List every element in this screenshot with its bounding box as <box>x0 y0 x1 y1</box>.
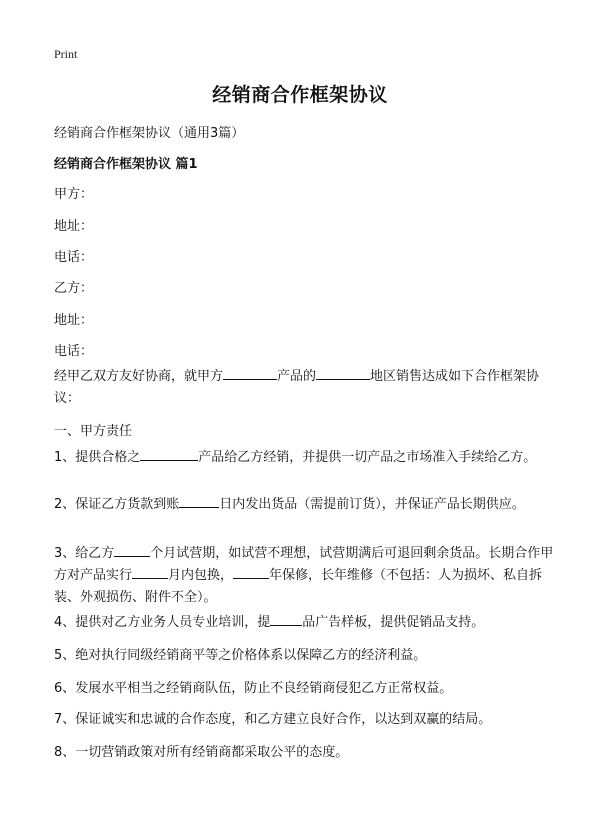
item-3-text-1: 3、给乙方 <box>54 546 115 561</box>
blank-item-3b <box>132 566 168 579</box>
item-1-text-1: 1、提供合格之 <box>54 450 141 465</box>
party-b-label: 乙方： <box>54 281 94 296</box>
document-title: 经销商合作框架协议 <box>212 84 388 106</box>
intro-text-3: 地区销售达成如下合作框架协议： <box>54 369 540 406</box>
party-a-address-label: 地址： <box>54 219 94 234</box>
item-3-text-2: 个月试营期，如试营不理想，试营期满后可退回剩余货品。长期合作甲方对产品实行 <box>54 546 554 583</box>
section-title: 经销商合作框架协议 篇1 <box>54 157 198 172</box>
list-item: 5、绝对执行同级经销商平等之价格体系以保障乙方的经济利益。 <box>54 648 427 663</box>
intro-text-1: 经甲乙双方友好协商，就甲方 <box>54 369 224 384</box>
document-subtitle: 经销商合作框架协议（通用3篇） <box>54 126 245 141</box>
item-2-text-1: 2、保证乙方货款到账 <box>54 497 180 512</box>
item-3-text-3: 月内包换， <box>168 568 234 583</box>
party-a-phone-label: 电话： <box>54 250 94 265</box>
party-b-phone-label: 电话： <box>54 344 94 359</box>
item-4-text-2: 品广告样板，提供促销品支持。 <box>302 615 485 630</box>
blank-item-3c <box>233 566 269 579</box>
list-item: 7、保证诚实和忠诚的合作态度，和乙方建立良好合作，以达到双赢的结局。 <box>54 712 492 727</box>
blank-item-4 <box>270 613 302 626</box>
list-item: 6、发展水平相当之经销商队伍，防止不良经销商侵犯乙方正常权益。 <box>54 681 453 696</box>
list-item <box>54 543 554 609</box>
item-3-text-4: 年保修，长年维修（不包括：人为损坏、私自拆装、外观损伤、附件不全）。 <box>54 568 543 605</box>
print-label: Print <box>54 47 78 61</box>
section-heading-party-a-duties: 一、甲方责任 <box>54 424 133 439</box>
intro-text-2: 产品的 <box>277 369 317 384</box>
blank-item-1 <box>140 448 198 461</box>
item-1-text-2: 产品给乙方经销，并提供一切产品之市场准入手续给乙方。 <box>198 450 537 465</box>
blank-region <box>316 367 370 380</box>
list-item <box>54 447 554 469</box>
blank-item-2 <box>179 495 219 508</box>
party-a-label: 甲方： <box>54 187 94 202</box>
blank-product <box>223 367 277 380</box>
list-item: 8、一切营销政策对所有经销商都采取公平的态度。 <box>54 745 349 760</box>
intro-paragraph <box>54 366 554 410</box>
party-b-address-label: 地址： <box>54 313 94 328</box>
item-2-text-2: 日内发出货品（需提前订货），并保证产品长期供应。 <box>219 497 525 512</box>
list-item <box>54 612 554 634</box>
item-4-text-1: 4、提供对乙方业务人员专业培训，提 <box>54 615 271 630</box>
list-item <box>54 494 554 516</box>
blank-item-3a <box>114 544 150 557</box>
